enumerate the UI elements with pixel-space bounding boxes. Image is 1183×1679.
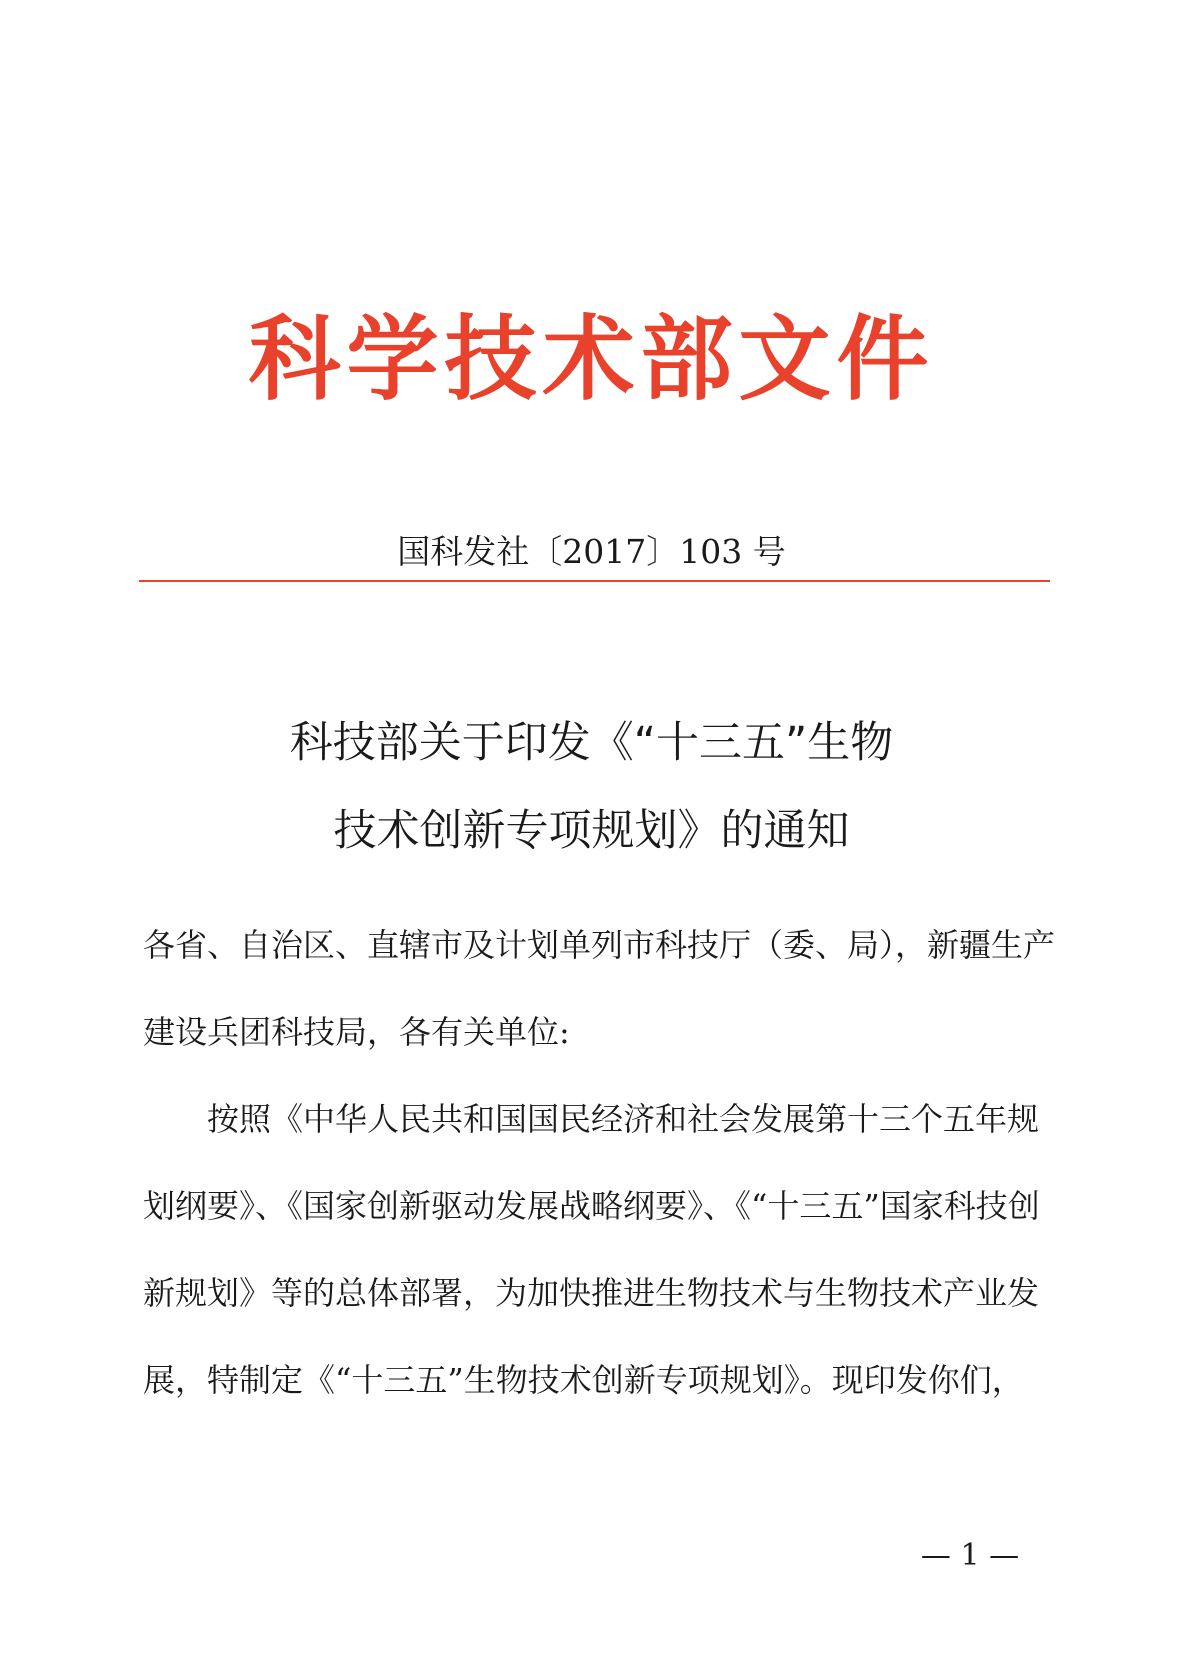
body-line-4: 划纲要》、《国家创新驱动发展战略纲要》、《“十三五”国家科技创 bbox=[143, 1187, 1040, 1225]
body-line-2: 建设兵团科技局，各有关单位: bbox=[143, 1013, 570, 1051]
body-line-3: 按照《中华人民共和国国民经济和社会发展第十三个五年规 bbox=[207, 1100, 1040, 1138]
document-number: 国科发社〔2017〕103 号 bbox=[397, 532, 786, 571]
body-line-1: 各省、自治区、直辖市及计划单列市科技厅（委、局），新疆生产 bbox=[143, 926, 1056, 964]
body-line-5: 新规划》等的总体部署，为加快推进生物技术与生物技术产业发 bbox=[143, 1274, 1040, 1312]
header-title: 科学技术部文件 bbox=[248, 306, 935, 413]
notice-title-line-1: 科技部关于印发《“十三五”生物 bbox=[289, 718, 894, 768]
page-number: — 1 — bbox=[920, 1538, 1020, 1573]
body-line-6: 展，特制定《“十三五”生物技术创新专项规划》。现印发你们， bbox=[143, 1361, 1024, 1399]
red-divider-rule bbox=[139, 580, 1050, 582]
notice-title-line-2: 技术创新专项规划》的通知 bbox=[333, 806, 850, 856]
